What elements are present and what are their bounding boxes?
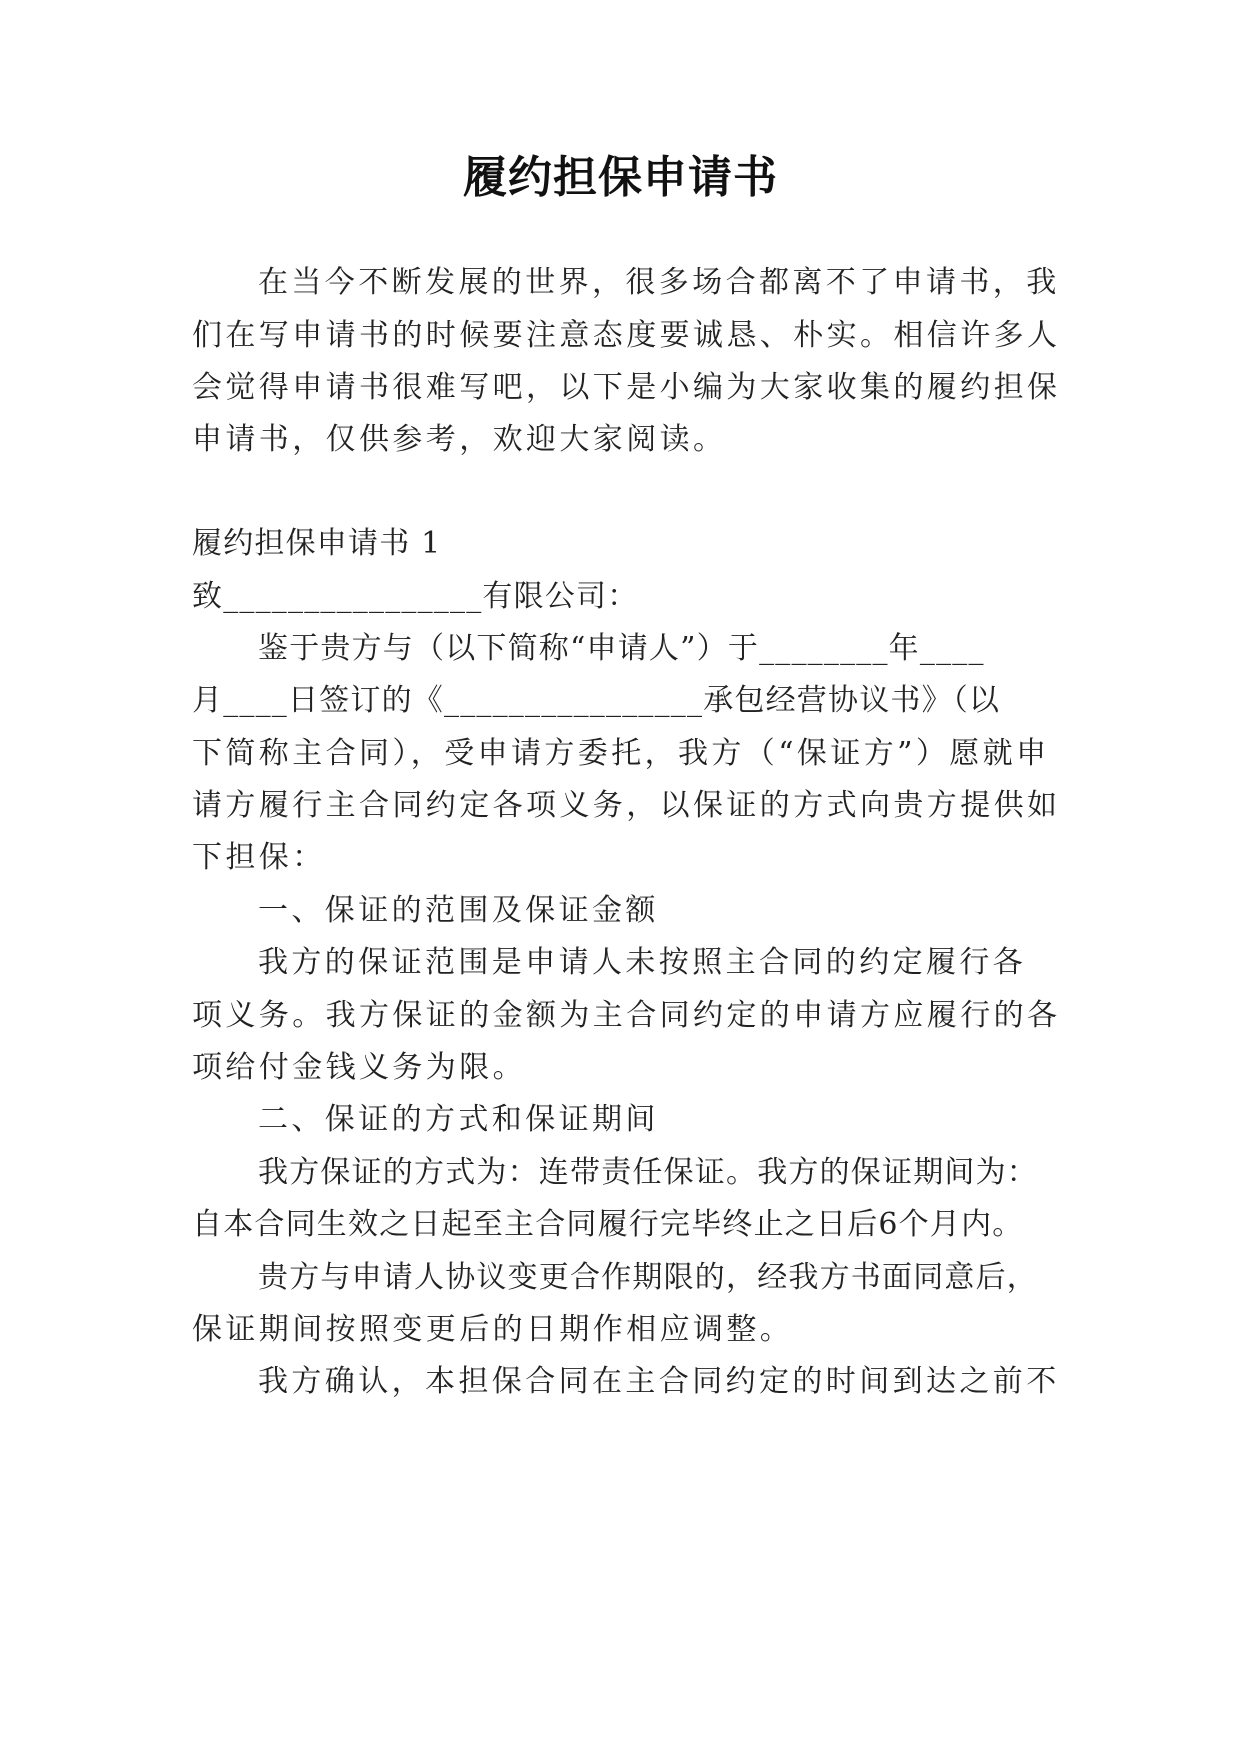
section-heading: 履约担保申请书 1 — [192, 526, 442, 561]
intro-line-2: 们在写申请书的时候要注意态度要诚恳、朴实。相信许多人 — [192, 318, 1061, 353]
clause-2-line-2: 自本合同生效之日起至主合同履行完毕终止之日后6个月内。 — [192, 1207, 1024, 1242]
clause-2-line-1: 我方保证的方式为：连带责任保证。我方的保证期间为： — [258, 1155, 1038, 1190]
clause-2-line-5: 我方确认，本担保合同在主合同约定的时间到达之前不 — [258, 1364, 1060, 1399]
clause-1-heading: 一、保证的范围及保证金额 — [258, 893, 659, 928]
intro-line-1: 在当今不断发展的世界，很多场合都离不了申请书，我 — [258, 265, 1060, 300]
body-line-1: 鉴于贵方与（以下简称“申请人”）于________年____ — [258, 631, 985, 666]
body-line-2: 月____日签订的《________________承包经营协议书》（以 — [192, 683, 1001, 718]
body-line-5: 下担保： — [192, 840, 326, 875]
clause-1-line-2: 项义务。我方保证的金额为主合同约定的申请方应履行的各 — [192, 998, 1061, 1033]
document-title: 履约担保申请书 — [463, 152, 778, 203]
body-line-4: 请方履行主合同约定各项义务，以保证的方式向贵方提供如 — [192, 788, 1061, 823]
body-line-3: 下简称主合同），受申请方委托，我方（“保证方”）愿就申 — [192, 736, 1050, 771]
intro-line-4: 申请书，仅供参考，欢迎大家阅读。 — [192, 422, 727, 457]
clause-2-heading: 二、保证的方式和保证期间 — [258, 1102, 659, 1137]
clause-1-line-3: 项给付金钱义务为限。 — [192, 1050, 526, 1085]
clause-1-line-1: 我方的保证范围是申请人未按照主合同的约定履行各 — [258, 945, 1027, 980]
addressee-line: 致________________有限公司： — [192, 579, 639, 614]
clause-2-line-4: 保证期间按照变更后的日期作相应调整。 — [192, 1312, 794, 1347]
clause-2-line-3: 贵方与申请人协议变更合作期限的，经我方书面同意后， — [258, 1260, 1038, 1295]
intro-line-3: 会觉得申请书很难写吧，以下是小编为大家收集的履约担保 — [192, 370, 1061, 405]
